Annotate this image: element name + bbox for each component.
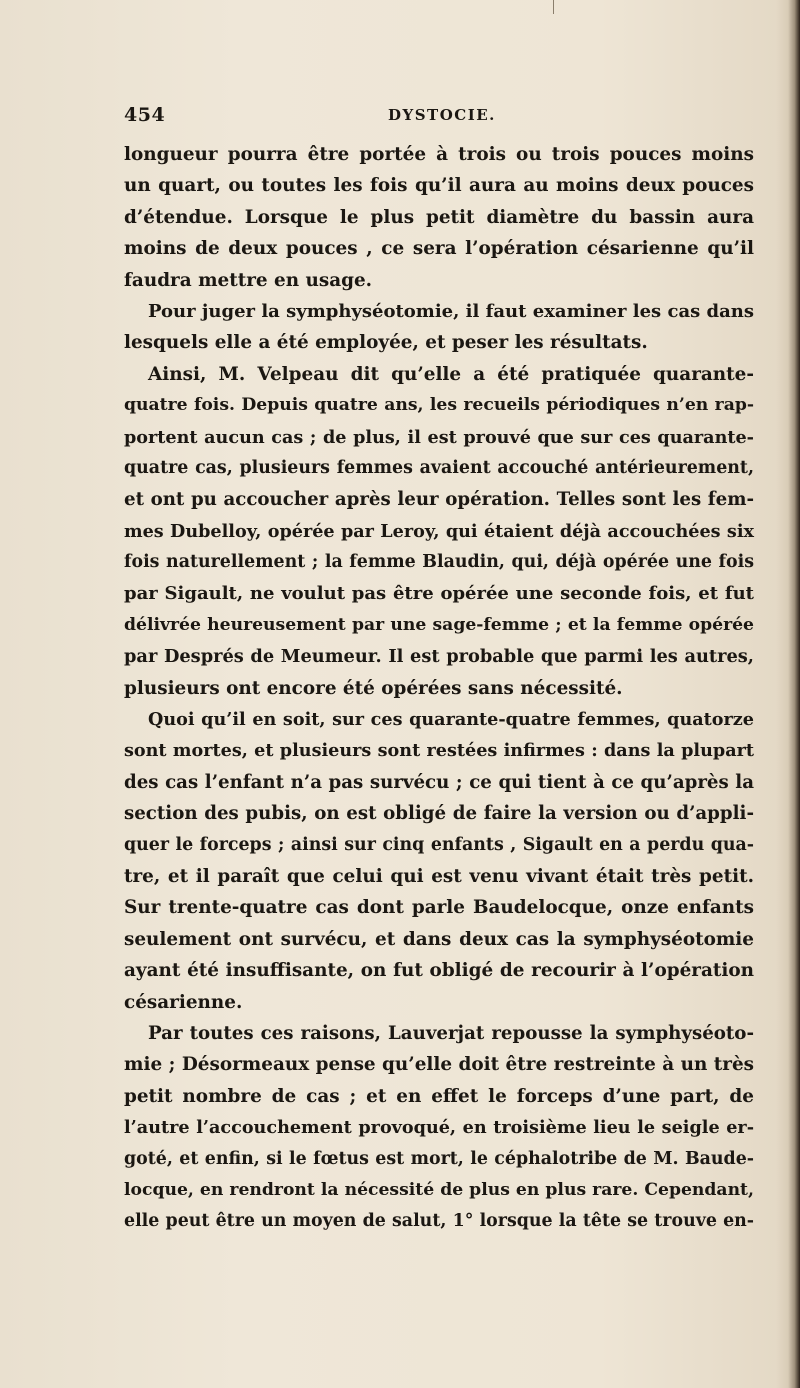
text-line: tre, et il paraît que celui qui est venu vivant était très petit.	[124, 865, 754, 887]
page-number: 454	[124, 104, 166, 126]
text-line: d’étendue. Lorsque le plus petit diamètre du bassin aura	[124, 206, 754, 228]
text-line: Sur trente-quatre cas dont parle Baudelocque, onze enfants	[124, 897, 754, 919]
body-text	[124, 139, 754, 1238]
text-line: quer le forceps ; ainsi sur cinq enfants , Sigault en a perdu qua-	[124, 834, 754, 855]
text-line: par Després de Meumeur. Il est probable que parmi les autres,	[124, 646, 754, 668]
running-head	[124, 104, 754, 128]
text-line: délivrée heureusement par une sage-femme ; et la femme opérée	[124, 614, 754, 635]
text-line: goté, et enfin, si le fœtus est mort, le céphalotribe de M. Baude-	[124, 1148, 754, 1169]
text-line: moins de deux pouces , ce sera l’opération césarienne qu’il	[124, 238, 754, 260]
text-line: mie ; Désormeaux pense qu’elle doit être restreinte à un très	[124, 1054, 754, 1076]
page-binding-edge	[788, 0, 800, 1388]
text-line: plusieurs ont encore été opérées sans nécessité.	[124, 677, 623, 699]
text-line: seulement ont survécu, et dans deux cas la symphyséotomie	[124, 928, 754, 950]
text-line: sont mortes, et plusieurs sont restées infirmes : dans la plupart	[124, 740, 754, 762]
text-line: l’autre l’accouchement provoqué, en troisième lieu le seigle er-	[124, 1117, 754, 1139]
section-title: DYSTOCIE.	[388, 106, 496, 124]
text-line: Quoi qu’il en soit, sur ces quarante-quatre femmes, quatorze	[148, 709, 754, 731]
text-line: un quart, ou toutes les fois qu’il aura au moins deux pouces	[124, 175, 754, 197]
text-line: elle peut être un moyen de salut, 1° lorsque la tête se trouve en-	[124, 1211, 754, 1232]
text-line: faudra mettre en usage.	[124, 269, 373, 291]
text-line: quatre cas, plusieurs femmes avaient accouché antérieurement,	[124, 457, 754, 478]
text-line: lesquels elle a été employée, et peser les résultats.	[124, 332, 648, 354]
text-line: fois naturellement ; la femme Blaudin, qui, déjà opérée une fois	[124, 552, 754, 573]
text-line: mes Dubelloy, opérée par Leroy, qui étaient déjà accouchées six	[124, 520, 754, 542]
text-line: par Sigault, ne voulut pas être opérée une seconde fois, et fut	[124, 583, 754, 605]
text-line: Ainsi, M. Velpeau dit qu’elle a été pratiquée quarante-	[148, 363, 754, 385]
text-line: longueur pourra être portée à trois ou trois pouces moins	[124, 144, 754, 165]
text-line: portent aucun cas ; de plus, il est prouvé que sur ces quarante-	[124, 426, 754, 448]
text-line: locque, en rendront la nécessité de plus en plus rare. Cependant,	[124, 1179, 754, 1200]
text-line: Par toutes ces raisons, Lauverjat repousse la symphyséoto-	[148, 1022, 754, 1044]
text-line: ayant été insuffisante, on fut obligé de recourir à l’opération	[124, 960, 754, 982]
paper-speck	[553, 0, 554, 14]
text-line: et ont pu accoucher après leur opération. Telles sont les fem-	[124, 489, 754, 511]
text-line: des cas l’enfant n’a pas survécu ; ce qui tient à ce qu’après la	[124, 771, 754, 793]
text-line: césarienne.	[124, 991, 243, 1013]
text-line: quatre fois. Depuis quatre ans, les recueils périodiques n’en rap-	[124, 395, 754, 416]
text-line: Pour juger la symphyséotomie, il faut examiner les cas dans	[148, 300, 754, 322]
text-line: petit nombre de cas ; et en effet le forceps d’une part, de	[124, 1085, 754, 1107]
text-line: section des pubis, on est obligé de faire la version ou d’appli-	[124, 803, 754, 825]
